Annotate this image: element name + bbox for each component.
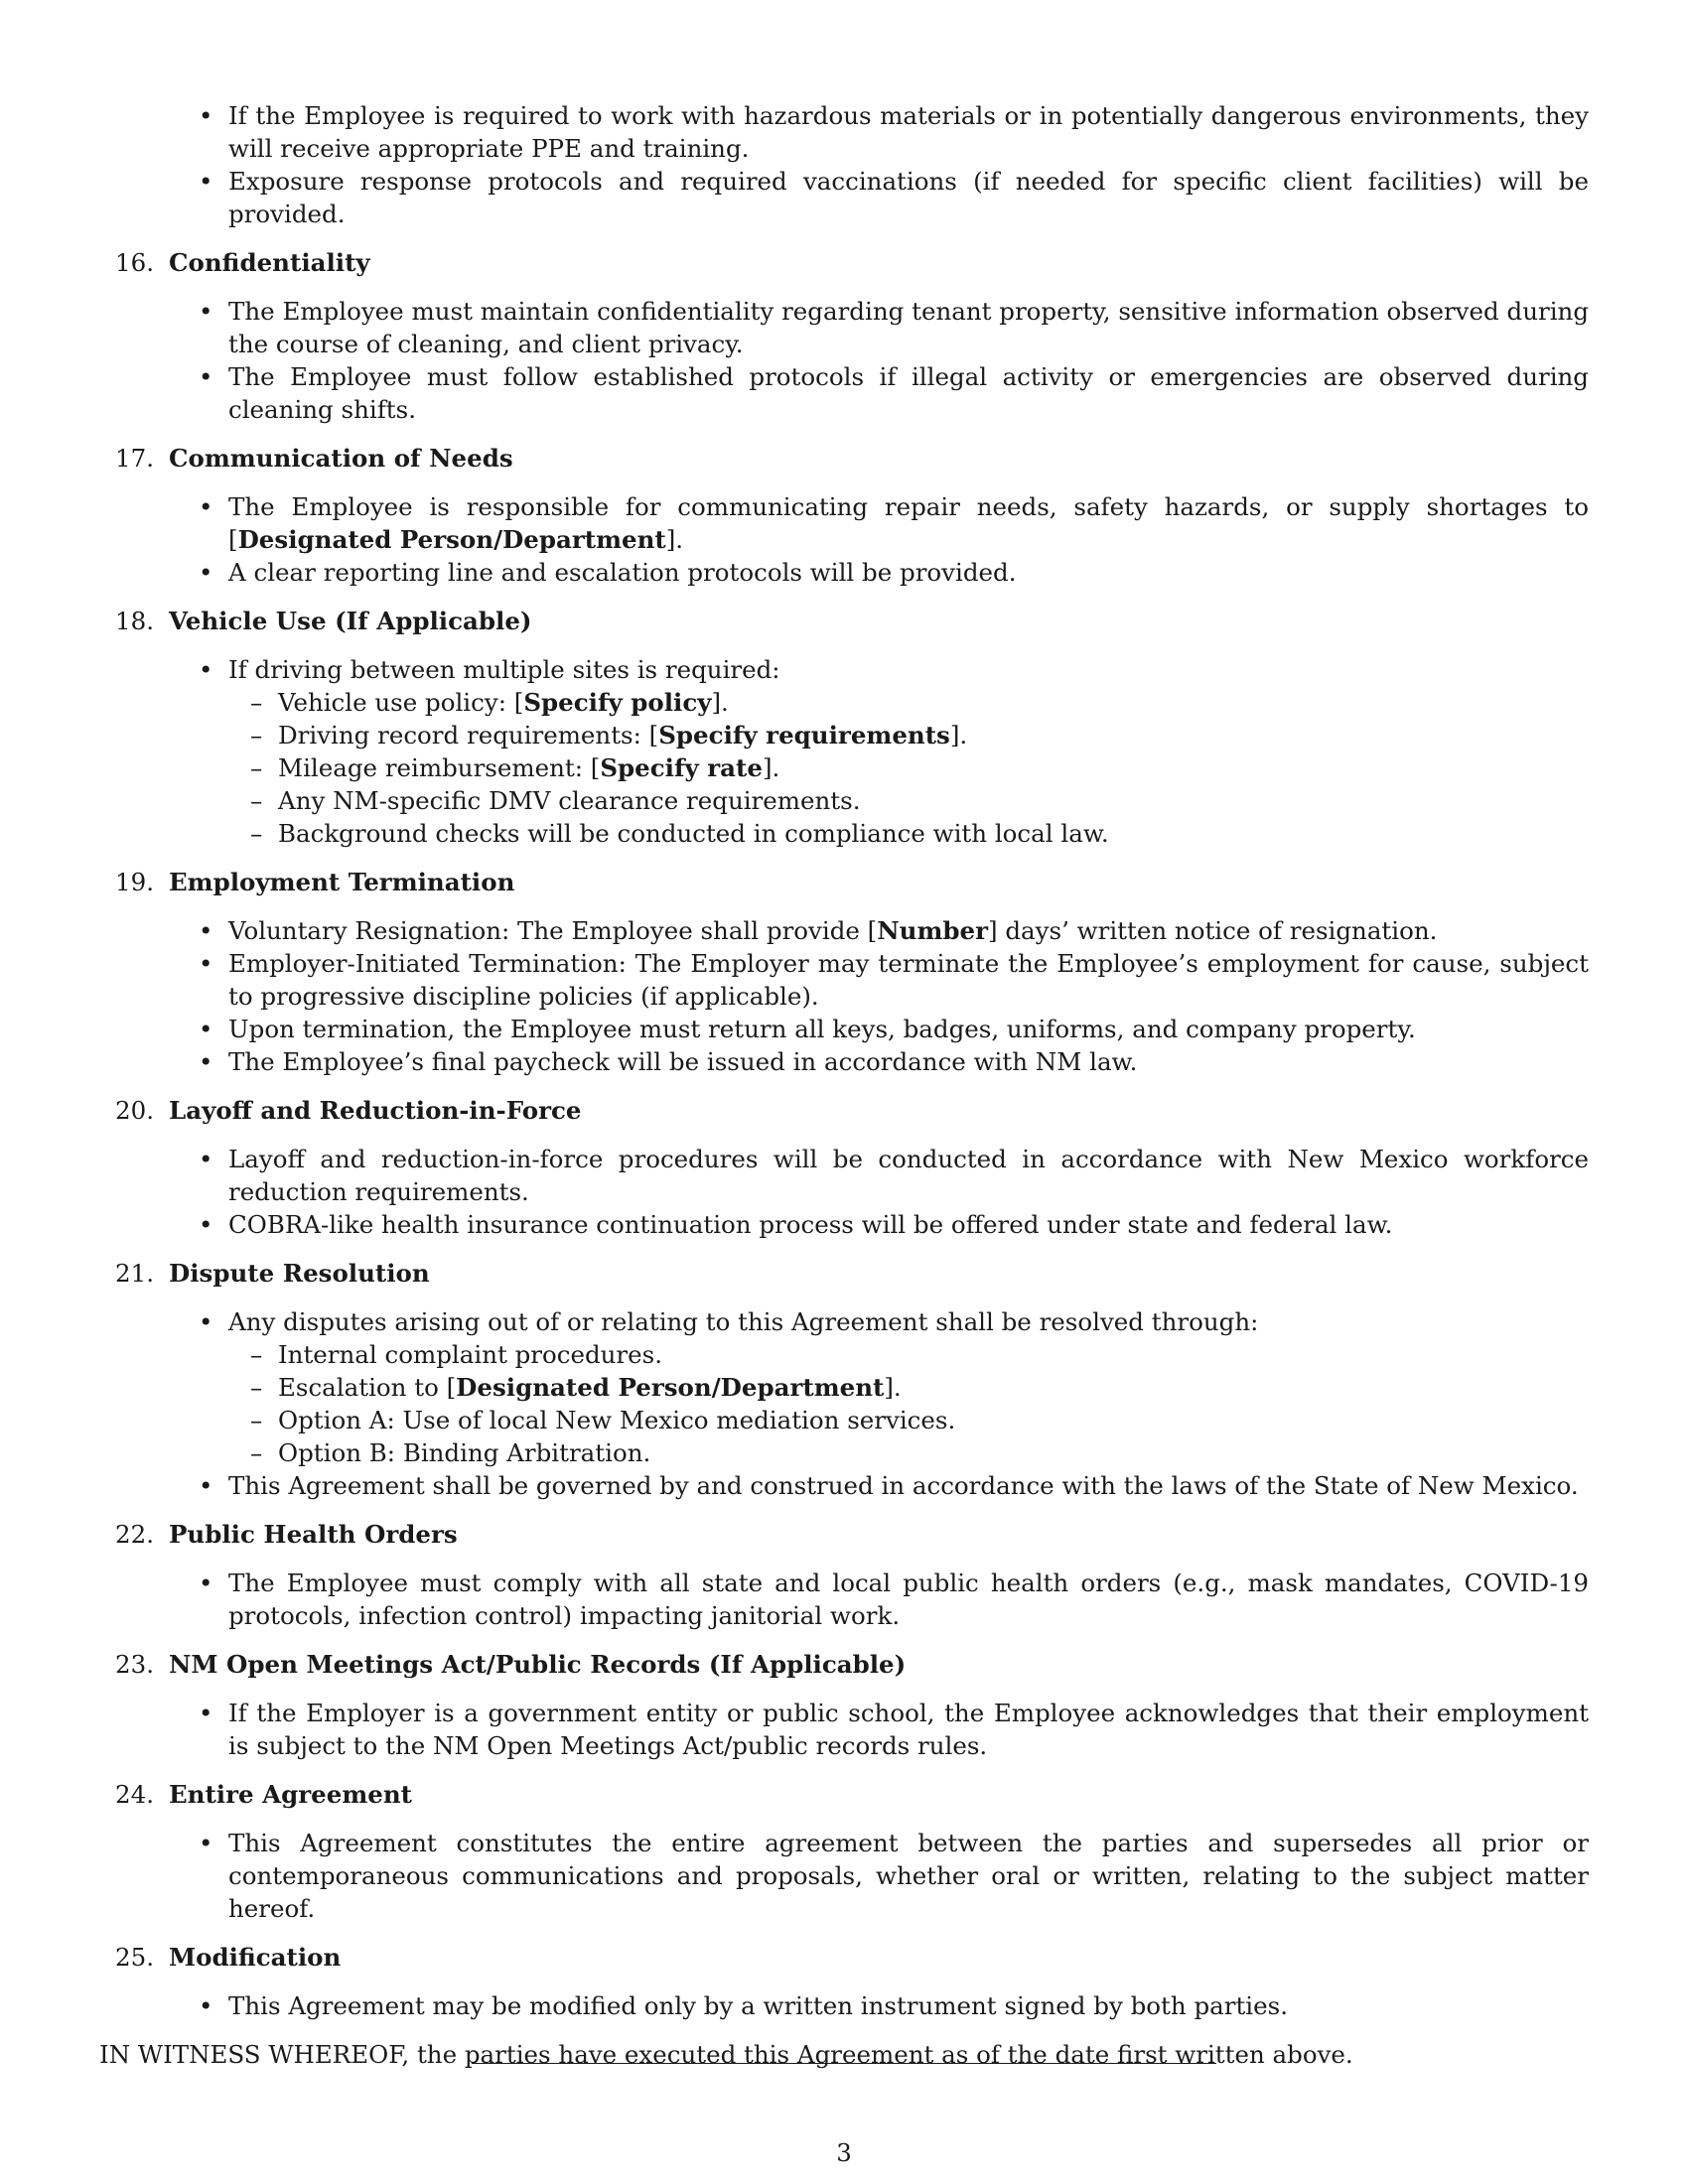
list-item: • This Agreement constitutes the entire agreement between the parties and supersedes all prior or contemporaneous communications and proposals, whether oral or written, relating to the subject matter hereof. [99,1827,1589,1925]
text: The Employee is responsible for communicating repair needs, safety hazards, or supply shortages to [ [228,492,1589,554]
placeholder-field: Designated Person/Department [456,1373,885,1402]
section-17-bullets [99,490,1589,589]
text: Escalation to [ [278,1373,457,1402]
witness-statement: IN WITNESS WHEREOF, the parties have executed this Agreement as of the date first written above. [99,2040,1353,2069]
text: ]. [711,688,729,717]
sub-list-item [99,686,1589,719]
list-item: • Exposure response protocols and required vaccinations (if needed for specific client facilities) will be provided. [99,165,1589,230]
text: Driving record requirements: [ [278,721,659,750]
page-number: 3 [836,2138,852,2167]
section-number: 24. [115,1780,154,1809]
hazard-bullets [99,99,1589,230]
sub-list-item: – Option A: Use of local New Mexico mediation services. [99,1404,1589,1436]
sub-list-item [99,751,1589,784]
sub-list-item: – Internal complaint procedures. [99,1338,1589,1371]
sub-list-item [99,1371,1589,1404]
list-item: • If driving between multiple sites is required: [99,653,1589,686]
section-number: 17. [115,444,154,473]
list-item: • Upon termination, the Employee must return all keys, badges, uniforms, and company property. [99,1013,1589,1045]
section-22-bullets [99,1567,1589,1632]
section-title: Employment Termination [169,868,515,896]
list-item: • A clear reporting line and escalation protocols will be provided. [99,556,1589,589]
section-heading-25 [99,1941,1589,1974]
sub-list-item: – Any NM-specific DMV clearance requirements. [99,784,1589,817]
list-item: • Employer-Initiated Termination: The Employer may terminate the Employee’s employment for cause, subject to progressive discipline policies (if applicable). [99,947,1589,1013]
list-item: • The Employee must comply with all state and local public health orders (e.g., mask mandates, COVID-19 protocols, infection control) impacting janitorial work. [99,1567,1589,1632]
sub-list-item: – Option B: Binding Arbitration. [99,1436,1589,1469]
section-16-bullets [99,295,1589,426]
text: ]. [884,1373,902,1402]
section-heading-17 [99,442,1589,475]
text: ]. [762,753,780,782]
section-heading-18 [99,605,1589,637]
section-title: NM Open Meetings Act/Public Records (If Applicable) [169,1650,907,1679]
section-number: 18. [115,607,154,635]
section-19-bullets [99,914,1589,1078]
text: Vehicle use policy: [ [278,688,524,717]
section-heading-21 [99,1257,1589,1290]
text: Voluntary Resignation: The Employee shall provide [ [228,916,878,945]
section-number: 21. [115,1259,154,1288]
section-number: 19. [115,868,154,896]
list-item: • The Employee’s final paycheck will be issued in accordance with NM law. [99,1045,1589,1078]
section-heading-22 [99,1518,1589,1551]
section-24-bullets [99,1827,1589,1925]
section-heading-24 [99,1778,1589,1811]
placeholder-field: Specify requirements [658,721,950,750]
list-item: • If the Employer is a government entity or public school, the Employee acknowledges that their employment is subject to the NM Open Meetings Act/public records rules. [99,1697,1589,1762]
placeholder-field: Number [877,916,989,945]
section-20-bullets [99,1143,1589,1241]
list-item: • Any disputes arising out of or relating to this Agreement shall be resolved through: [99,1305,1589,1338]
section-title: Dispute Resolution [169,1259,430,1288]
text: ]. [665,525,684,554]
placeholder-field: Specify rate [600,753,763,782]
text: Mileage reimbursement: [ [278,753,601,782]
placeholder-field: Specify policy [523,688,712,717]
list-item: • Layoff and reduction-in-force procedures will be conducted in accordance with New Mexico workforce reduction requirements. [99,1143,1589,1208]
section-23-bullets [99,1697,1589,1762]
section-25-bullets [99,1989,1589,2022]
section-title: Communication of Needs [169,444,513,473]
section-title: Entire Agreement [169,1780,412,1809]
list-item [99,914,1589,947]
signature-line [472,2063,1216,2064]
sub-list-item: – Background checks will be conducted in compliance with local law. [99,817,1589,850]
placeholder-field: Designated Person/Department [237,525,666,554]
section-heading-16 [99,246,1589,279]
text: ] days’ written notice of resignation. [988,916,1438,945]
text: ]. [949,721,968,750]
list-item: • The Employee must maintain confidentiality regarding tenant property, sensitive information observed during the course of cleaning, and client privacy. [99,295,1589,360]
list-item [99,490,1589,556]
section-title: Vehicle Use (If Applicable) [169,607,532,635]
section-title: Public Health Orders [169,1520,458,1549]
section-number: 23. [115,1650,154,1679]
section-18-bullets [99,653,1589,850]
section-number: 22. [115,1520,154,1549]
section-heading-19 [99,866,1589,898]
section-21-bullets [99,1305,1589,1502]
list-item: • COBRA-like health insurance continuation process will be offered under state and federal law. [99,1208,1589,1241]
section-title: Layoff and Reduction-in-Force [169,1096,582,1125]
list-item: • This Agreement shall be governed by and construed in accordance with the laws of the State of New Mexico. [99,1469,1589,1502]
sub-list-item [99,719,1589,751]
section-heading-20 [99,1094,1589,1127]
list-item: • The Employee must follow established protocols if illegal activity or emergencies are observed during cleaning shifts. [99,360,1589,426]
section-title: Modification [169,1943,342,1972]
section-heading-23 [99,1648,1589,1681]
section-number: 20. [115,1096,154,1125]
section-number: 25. [115,1943,154,1972]
section-number: 16. [115,248,154,277]
list-item: • If the Employee is required to work with hazardous materials or in potentially dangerous environments, they will receive appropriate PPE and training. [99,99,1589,165]
section-title: Confidentiality [169,248,370,277]
list-item: • This Agreement may be modified only by a written instrument signed by both parties. [99,1989,1589,2022]
document-body [99,99,1589,2071]
